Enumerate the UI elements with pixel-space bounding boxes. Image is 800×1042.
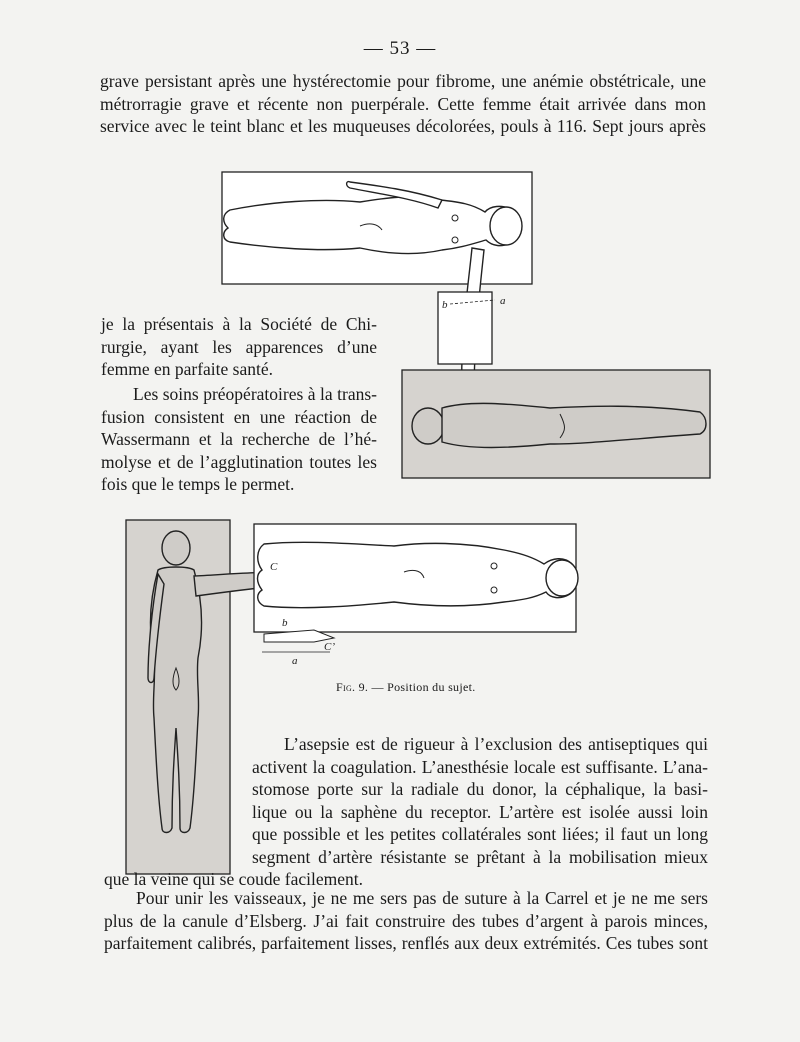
text-line: que la veine qui se coude facilement. <box>104 869 363 889</box>
figure-caption <box>336 680 536 695</box>
label-c: C <box>270 561 278 573</box>
label-a-bottom: a <box>292 655 298 667</box>
text-line: activent la coagulation. L’anesthésie locale est suffisante. L’ana- <box>252 756 708 777</box>
text-line: parfaitement calibrés, parfaitement lisses, renflés aux deux extrémités. Ces tubes sont <box>104 933 708 953</box>
paragraph-4 <box>104 733 708 891</box>
text-line: molyse et de l’agglutination toutes les <box>101 451 377 472</box>
text-line: grave persistant après une hystérectomie pour fibrome, une anémie obstétricale, une <box>100 71 706 91</box>
text-line: plus de la canule d’Elsberg. J’ai fait construire des tubes d’argent à parois minces, <box>104 910 708 931</box>
text-line: fois que le temps le permet. <box>101 474 295 494</box>
paragraph-1 <box>100 70 706 138</box>
text-line: Pour unir les vaisseaux, je ne me sers pas de suture à la Carrel et je ne me sers <box>136 888 708 908</box>
text-line: métrorragie grave et récente non puerpérale. Cette femme était arrivée dans mon <box>100 93 706 114</box>
text-line: Les soins préopératoires à la trans- <box>133 384 377 404</box>
text-line: segment d’artère résistante se prêtant à la mobilisation mieux <box>252 846 708 867</box>
text-line: Wassermann et la recherche de l’hé- <box>101 429 377 449</box>
caption-text: — Position du sujet. <box>371 680 476 694</box>
text-line: rurgie, ayant les apparences d’une <box>101 336 377 357</box>
page-number: — 53 — <box>363 38 437 59</box>
text-line: service avec le teint blanc et les muqueuses décolorées, pouls à 116. Sept jours après <box>100 116 706 136</box>
paragraph-3 <box>101 383 377 496</box>
text-line: je la présentais à la Société de Chi- <box>101 314 377 334</box>
text-line: femme en parfaite santé. <box>101 359 273 379</box>
label-a: a <box>500 295 506 307</box>
text-line: fusion consistent en une réaction de <box>101 406 377 427</box>
paragraph-2 <box>101 313 377 381</box>
label-b: b <box>442 299 448 311</box>
label-b-bottom: b <box>282 617 288 629</box>
text-line: que possible et les petites collatérales sont liées; il faut un long <box>252 824 708 844</box>
text-line: stomose porte sur la radiale du donor, la céphalique, la basi- <box>252 779 708 799</box>
text-line: lique ou la saphène du receptor. L’artère est isolée aussi loin <box>252 801 708 822</box>
caption-label: Fig. 9. <box>336 680 369 694</box>
paragraph-5 <box>104 887 708 955</box>
text-line: L’asepsie est de rigueur à l’exclusion des antiseptiques qui <box>284 734 708 754</box>
label-c-prime: C’ <box>324 641 335 653</box>
